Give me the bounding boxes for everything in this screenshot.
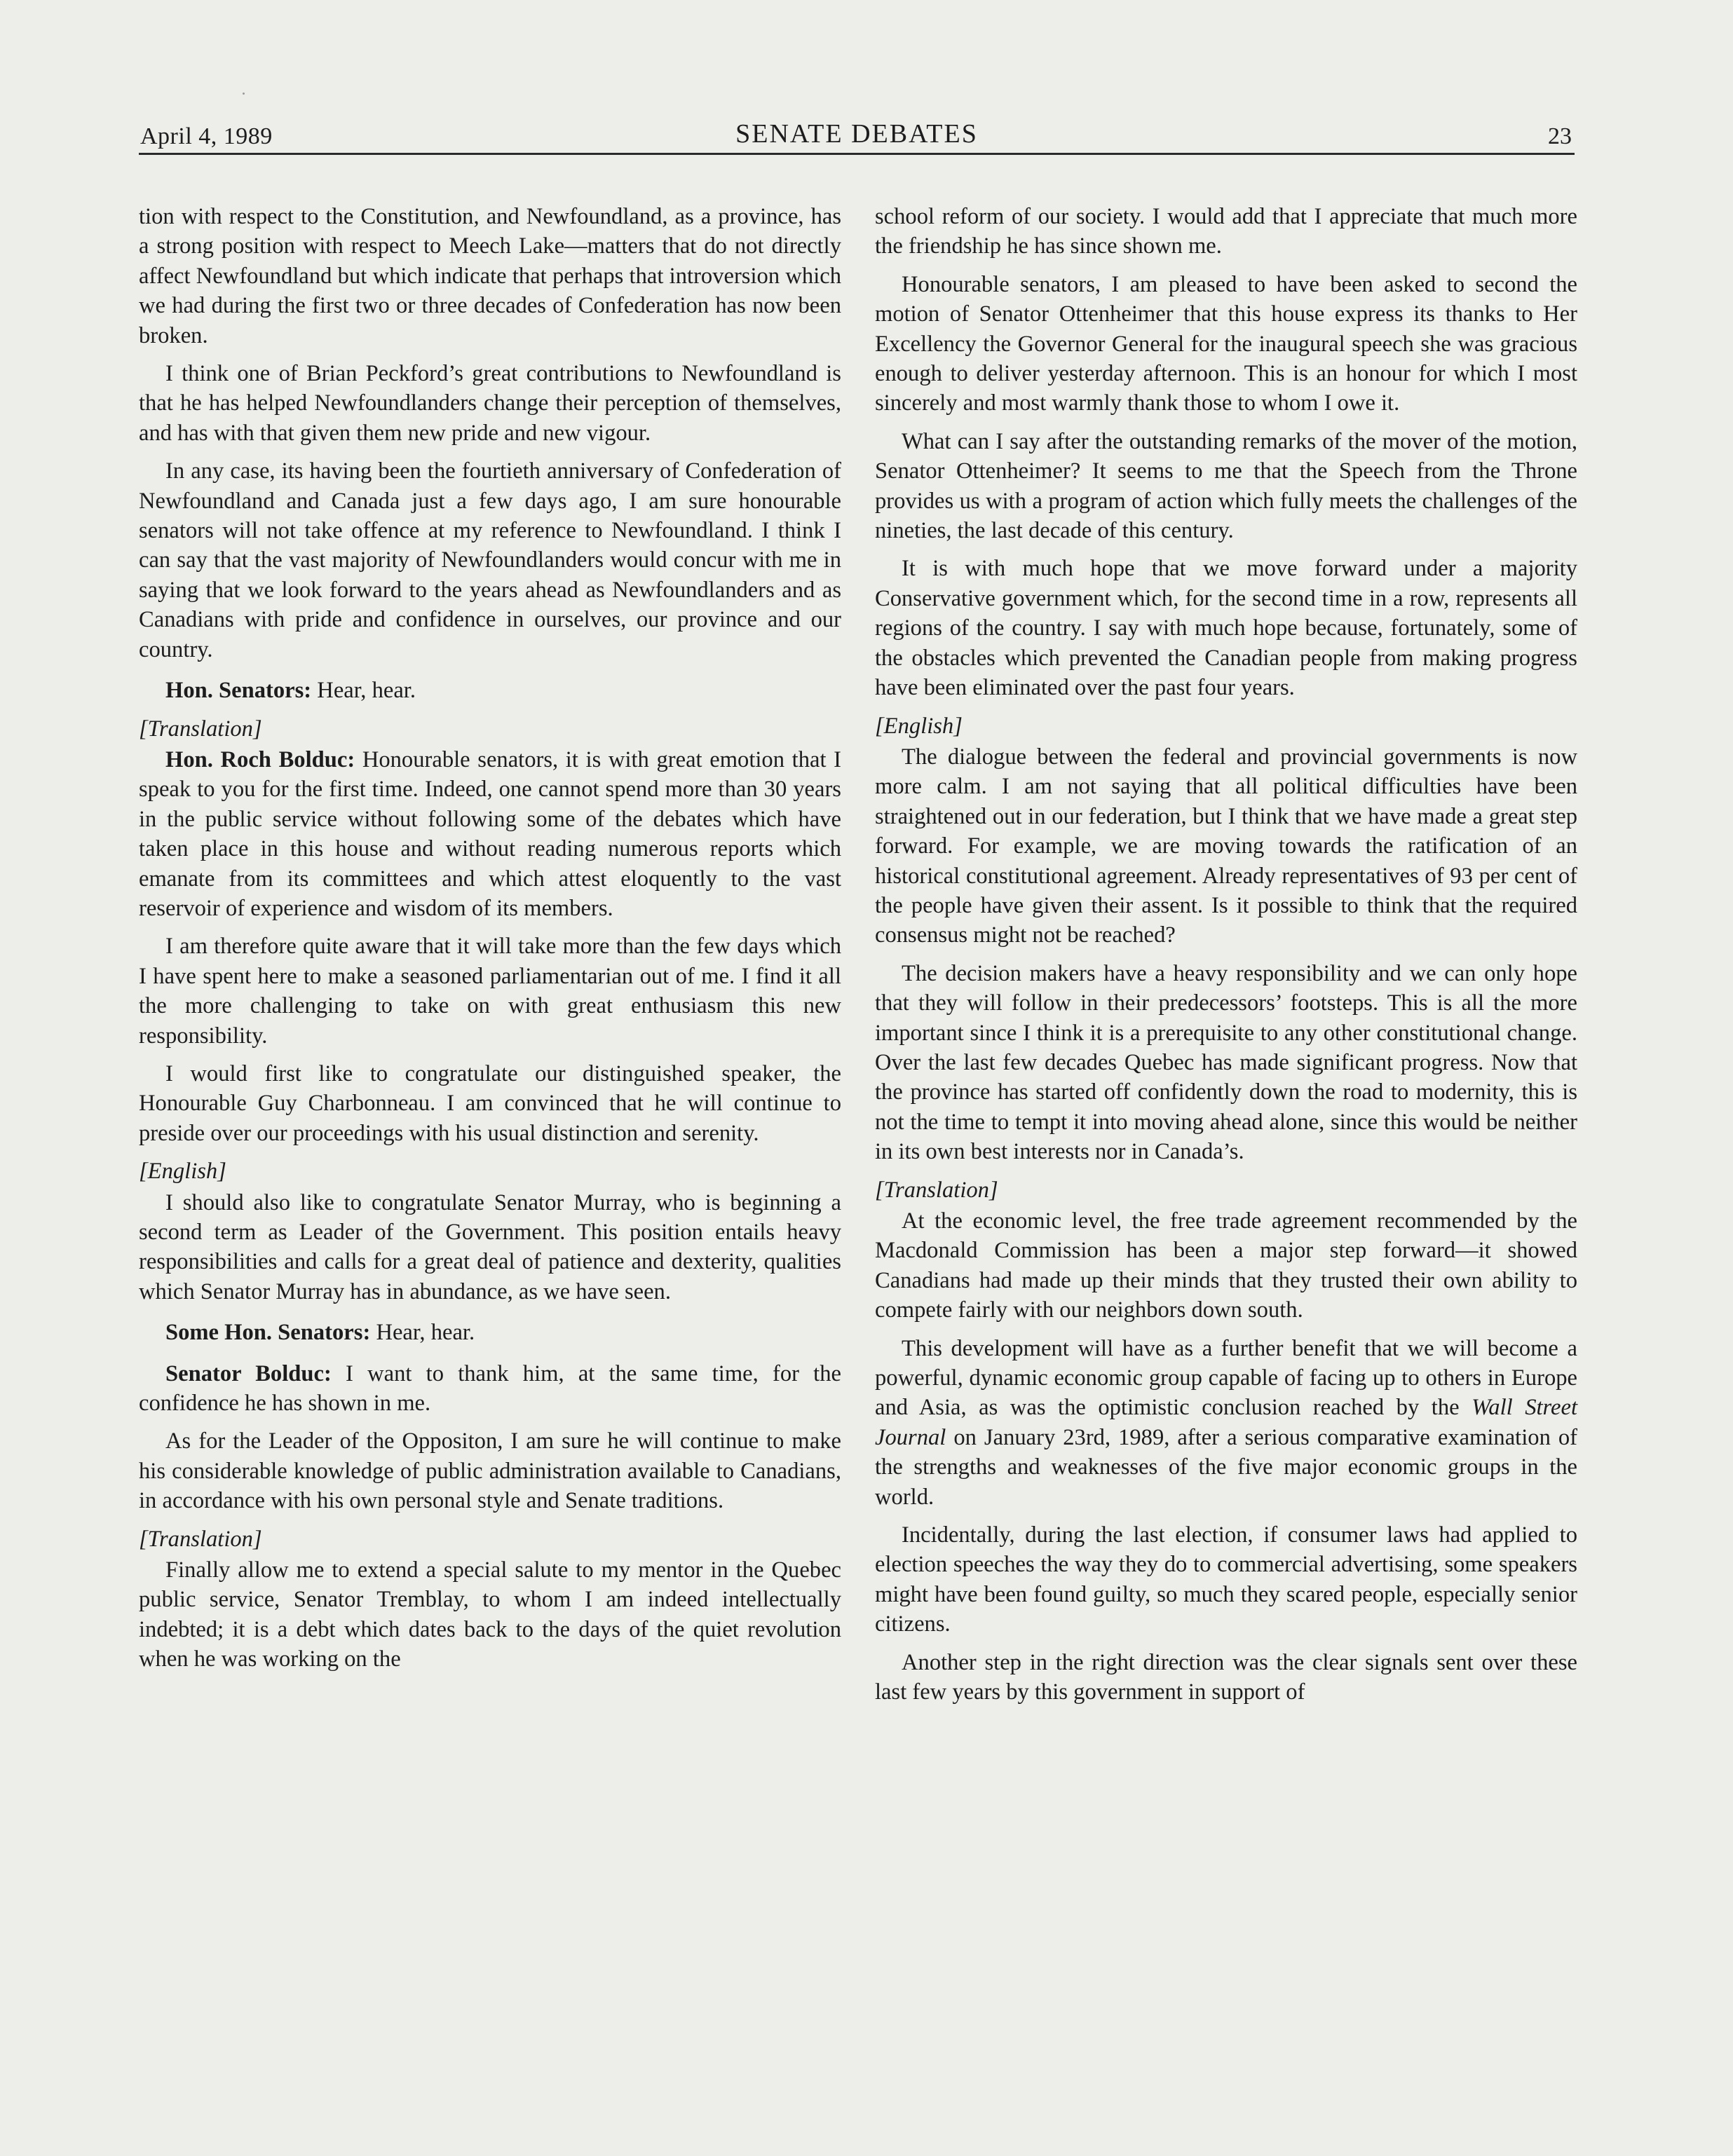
paragraph: What can I say after the outstanding remarks of the mover of the motion, Senator Ottenheimer? It seems to me that the Speech from the Throne provides us with a program of action which fully meets the challenges of the nineties, the last decade of this century. [875,428,1577,544]
speaker-paragraph [139,1318,841,1347]
speech-text: I want to thank him, at the same time, for the confidence he has shown in me. [139,1360,841,1417]
page-number: 23 [1548,123,1572,149]
paragraph: It is with much hope that we move forward under a majority Conservative government which, for the second time in a row, represents all regions of the country. I say with much hope because, fortunately, some of the obstacles which prevented the Canadian people from making progress have been eliminated over the past four years. [875,556,1577,701]
language-marker: [Translation] [139,716,262,742]
paragraph: Finally allow me to extend a special salute to my mentor in the Quebec public service, Senator Tremblay, to whom I am indeed intellectually indebted; it is a debt which dates back to the days of the quiet revolution when he was working on the [139,1557,841,1672]
speaker-name: Hon. Roch Bolduc: [165,746,355,772]
language-marker: [Translation] [875,1177,998,1203]
language-marker: [Translation] [139,1526,262,1552]
paragraph: Honourable senators, I am pleased to have been asked to second the motion of Senator Ottenheimer that this house express its thanks to Her Excellency the Governor General for the inaugural speech she was gracious enough to deliver yesterday afternoon. This is an honour for which I most sincerely and most warmly thank those to whom I owe it. [875,271,1577,416]
language-marker: [English] [875,713,963,739]
paragraph: The decision makers have a heavy responsibility and we can only hope that they will follow in their predecessors’ footsteps. This is all the more important since I think it is a prerequisite to any other constitutional change. Over the last few decades Quebec has made significant progress. Now that the province has started off confidently down the road to modernity, this is not the time to tempt it into moving ahead alone, since this would be neither in its own best interests nor in Canada’s. [875,960,1577,1165]
header-title: SENATE DEBATES [735,119,978,149]
paragraph: school reform of our society. I would add that I appreciate that much more the friendship he has since shown me. [875,204,1577,259]
page-header [139,116,1575,155]
speech-text: Hear, hear. [370,1320,475,1346]
speaker-paragraph [139,1359,841,1419]
paragraph: I think one of Brian Peckford’s great contributions to Newfoundland is that he has helped Newfoundlanders change their perception of themselves, and has with that given them new pride and new vigour. [139,361,841,446]
speaker-name: Some Hon. Senators: [165,1320,371,1346]
paragraph: Another step in the right direction was the clear signals sent over these last few years by this government in support of [875,1649,1577,1705]
right-column [875,202,1577,1716]
paragraph: In any case, its having been the fourtieth anniversary of Confederation of Newfoundland and Canada just a few days ago, I am sure honourable senators will not take offence at my reference to Newfoundland. I think I can say that the vast majority of Newfoundlanders would concur with me in saying that we look forward to the years ahead as Newfoundlanders and as Canadians with pride and confidence in ourselves, our province and our country. [139,458,841,662]
paragraph: As for the Leader of the Oppositon, I am sure he will continue to make his considerable knowledge of public administration available to Canadians, in accordance with his own personal style and Senate traditions. [139,1428,841,1514]
paragraph: I am therefore quite aware that it will take more than the few days which I have spent here to make a seasoned parliamentarian out of me. I find it all the more challenging to take on with great enthusiasm this new responsibility. [139,934,841,1049]
speech-text: Hear, hear. [311,678,416,704]
speaker-paragraph [139,676,841,705]
speaker-name: Hon. Senators: [165,678,312,704]
paragraph [875,1334,1577,1512]
left-column [139,202,841,1683]
text-run: on January 23rd, 1989, after a serious comparative examination of the strengths and weaknesses of the five major economic groups in the world. [875,1424,1577,1510]
language-marker: [English] [139,1159,226,1185]
speech-text: Honourable senators, it is with great emotion that I speak to you for the first time. Indeed, one cannot spend more than 30 years in the public service without following some of the debates which have taken place in this house and without reading numerous reports which emanate from its committees and which attest eloquently to the vast reservoir of experience and wisdom of its members. [139,746,841,921]
paragraph: The dialogue between the federal and provincial governments is now more calm. I am not saying that all political difficulties have been straightened out in our federation, but I think that we have made a great step forward. For example, we are moving towards the ratification of an historical constitutional agreement. Already representatives of 93 per cent of the people have given their assent. Is it possible to think that the required consensus might not be reached? [875,744,1577,948]
publication-title: Wall Street Journal [875,1395,1577,1450]
header-date: April 4, 1989 [140,123,273,149]
speaker-paragraph [139,745,841,923]
scan-speck [243,93,245,95]
paragraph: Incidentally, during the last election, if consumer laws had applied to election speeches the way they do to commercial advertising, some speakers might have been found guilty, so much they scared people, especially senior citizens. [875,1522,1577,1637]
paragraph: tion with respect to the Constitution, and Newfoundland, as a province, has a strong position with respect to Meech Lake—matters that do not directly affect Newfoundland but which indicate that perhaps that introversion which we had during the first two or three decades of Confederation has now been broken. [139,204,841,348]
text-run: This development will have as a further benefit that we will become a powerful, dynamic economic group capable of facing up to others in Europe and Asia, as was the optimistic conclusion reached by the [875,1335,1577,1421]
speaker-name: Senator Bolduc: [165,1360,332,1386]
paragraph: At the economic level, the free trade agreement recommended by the Macdonald Commission has been a major step forward—it showed Canadians had made up their minds that they trusted their own ability to compete fairly with our neighbors down south. [875,1208,1577,1323]
paragraph: I should also like to congratulate Senator Murray, who is beginning a second term as Leader of the Government. This position entails heavy responsibilities and calls for a great deal of patience and dexterity, qualities which Senator Murray has in abundance, as we have seen. [139,1189,841,1304]
paragraph: I would first like to congratulate our distinguished speaker, the Honourable Guy Charbonneau. I am convinced that he will continue to preside over our proceedings with his usual distinction and serenity. [139,1060,841,1146]
